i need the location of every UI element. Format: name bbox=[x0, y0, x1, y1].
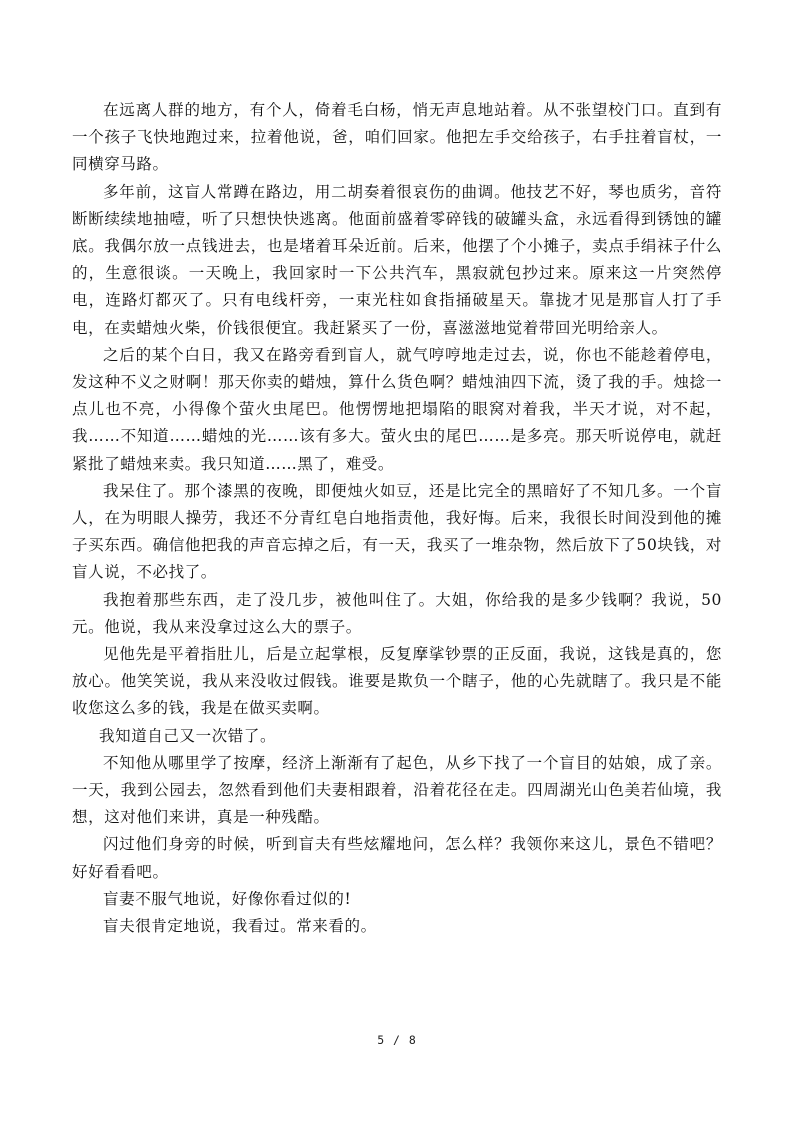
page-number: 5 / 8 bbox=[377, 1033, 417, 1047]
paragraph-7: 我知道自己又一次错了。 bbox=[99, 726, 277, 745]
paragraph-4: 我呆住了。那个漆黑的夜晚，即便烛火如豆，还是比完全的黑暗好了不知几多。一个盲人，在为明眼人操劳，我还不分青红皂白地指责他，我好悔。后来，我很长时间没到他的摊子买东西。确信他把我的声音忘掉之后，有一天，我买了一堆杂物，然后放下了50块钱，对盲人说，不必找了。 bbox=[72, 481, 722, 582]
paragraph-1: 在远离人群的地方，有个人，倚着毛白杨，悄无声息地站着。从不张望校门口。直到有一个孩子飞快地跑过来，拉着他说，爸，咱们回家。他把左手交给孩子，右手拄着盲杖，一同横穿马路。 bbox=[72, 101, 722, 174]
paragraph-8: 不知他从哪里学了按摩，经济上渐渐有了起色，从乡下找了一个盲目的姑娘，成了亲。一天，我到公园去，忽然看到他们夫妻相跟着，沿着花径在走。四周湖光山色美若仙境，我想，这对他们来讲，真是一种残酷。 bbox=[72, 753, 722, 827]
paragraph-3: 之后的某个白日，我又在路旁看到盲人，就气哼哼地走过去，说，你也不能趁着停电，发这种不义之财啊！那天你卖的蜡烛，算什么货色啊？蜡烛油四下流，烫了我的手。烛捻一点儿也不亮，小得像个萤火虫尾巴。他愣愣地把塌陷的眼窝对着我，半天才说，对不起，我……不知道……蜡烛的光……该有多大。萤火虫的尾巴……是多亮。那天听说停电，就赶紧批了蜡烛来卖。我只知道……黑了，难受。 bbox=[72, 345, 722, 473]
paragraph-5: 我抱着那些东西，走了没几步，被他叫住了。大姐，你给我的是多少钱啊？我说，50元。他说，我从来没拿过这么大的票子。 bbox=[72, 590, 722, 636]
paragraph-11: 盲夫很肯定地说，我看过。常来看的。 bbox=[103, 917, 377, 936]
paragraph-9: 闪过他们身旁的时候，听到盲夫有些炫耀地问，怎么样？我领你来这儿，景色不错吧？好好看看吧。 bbox=[72, 835, 722, 881]
paragraph-10: 盲妻不服气地说，好像你看过似的! bbox=[103, 889, 352, 908]
article-body bbox=[72, 97, 722, 940]
paragraph-6: 见他先是平着指肚儿，后是立起掌根，反复摩挲钞票的正反面，我说，这钱是真的，您放心。他笑笑说，我从来没收过假钱。谁要是欺负一个瞎子，他的心先就瞎了。我只是不能收您这么多的钱，我是在做买卖啊。 bbox=[72, 645, 722, 718]
paragraph-2: 多年前，这盲人常蹲在路边，用二胡奏着很哀伤的曲调。他技艺不好，琴也质劣，音符断断续续地抽噎，听了只想快快逃离。他面前盛着零碎钱的破罐头盒，永远看得到锈蚀的罐底。我偶尔放一点钱进去，也是堵着耳朵近前。后来，他摆了个小摊子，卖点手绢袜子什么的，生意很谈。一天晚上，我回家时一下公共汽车，黑寂就包抄过来。原来这一片突然停电，连路灯都灭了。只有电线杆旁，一束光柱如食指捅破星天。靠拢才见是那盲人打了手电，在卖蜡烛火柴，价钱很便宜。我赶紧买了一份，喜滋滋地觉着带回光明给亲人。 bbox=[72, 182, 722, 337]
